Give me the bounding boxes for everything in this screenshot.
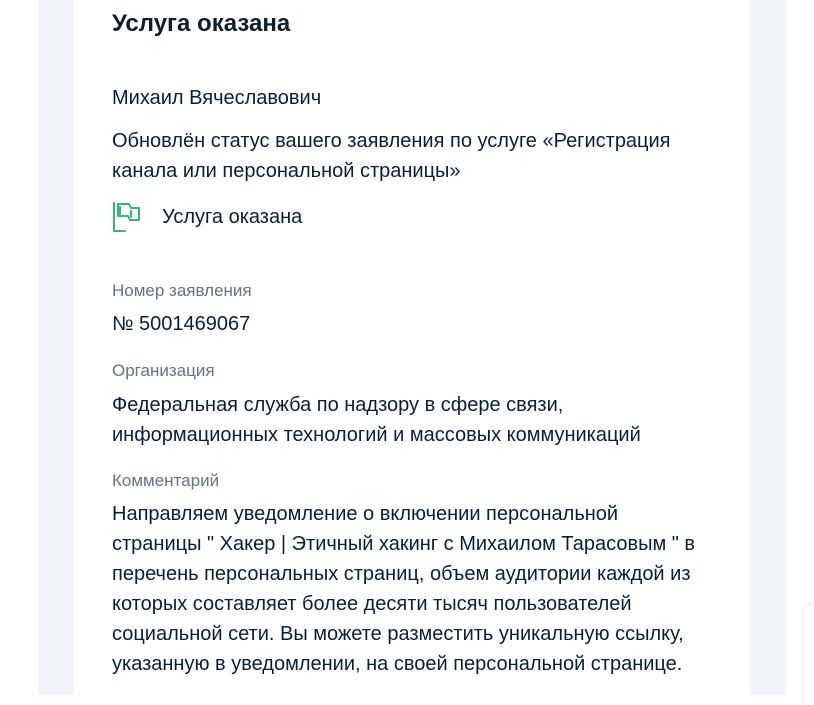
comment-label: Комментарий <box>112 471 220 490</box>
status-label: Услуга оказана <box>162 206 303 228</box>
comment-value: Направляем уведомление о включении персональной страницы " Хакер | Этичный хакинг с Михаилом Тарасовым " в перечень персональных страниц, объем аудитории каждой из которых составляет более десяти тысяч пользователей социальной сети. Вы можете разместить уникальную ссылку, указанную в уведомлении, на своей персональной странице. <box>112 503 696 675</box>
side-widget-edge[interactable] <box>804 605 814 705</box>
page-title: Услуга оказана <box>112 10 291 37</box>
recipient-name: Михаил Вячеславович <box>112 87 322 109</box>
organization-label: Организация <box>112 361 215 380</box>
application-number-label: Номер заявления <box>112 281 252 300</box>
application-number-value: № 5001469067 <box>112 313 251 335</box>
status-indicator <box>112 200 302 234</box>
status-update-message: Обновлён статус вашего заявления по услуге «Регистрация канала или персональной страницы» <box>112 130 671 182</box>
organization-value: Федеральная служба по надзору в сфере связи, информационных технологий и массовых коммуникаций <box>112 394 641 446</box>
flag-icon <box>112 201 142 233</box>
notification-card <box>74 0 750 695</box>
